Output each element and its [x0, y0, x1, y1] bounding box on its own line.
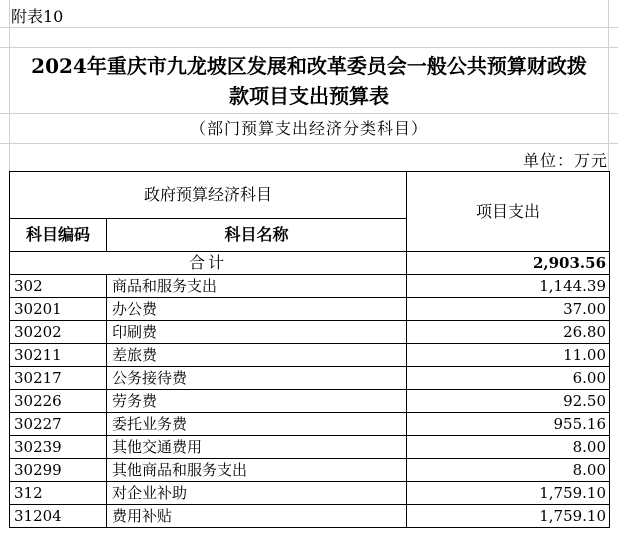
- table-row: [10, 344, 610, 367]
- page-title-line2: 款项目支出预算表: [229, 84, 389, 108]
- table-header-row: [10, 172, 610, 219]
- total-value: 2,903.56: [407, 252, 610, 275]
- subject-code: 30299: [10, 459, 107, 482]
- subject-name: 费用补贴: [107, 505, 407, 528]
- grid-line: [0, 27, 618, 28]
- subject-code: 30211: [10, 344, 107, 367]
- expense-value: 26.80: [407, 321, 610, 344]
- table-row: [10, 275, 610, 298]
- subject-name: 委托业务费: [107, 413, 407, 436]
- expense-value: 11.00: [407, 344, 610, 367]
- total-label: 合计: [10, 252, 407, 275]
- table-row: [10, 298, 610, 321]
- header-subject-name: 科目名称: [107, 219, 407, 252]
- grid-line: [0, 143, 618, 144]
- header-economic-subject: 政府预算经济科目: [10, 172, 407, 219]
- expense-value: 1,759.10: [407, 482, 610, 505]
- expense-value: 8.00: [407, 459, 610, 482]
- page-subtitle: （部门预算支出经济分类科目）: [189, 119, 428, 138]
- table-row: [10, 436, 610, 459]
- subject-name: 其他交通费用: [107, 436, 407, 459]
- grid-line: [0, 47, 618, 48]
- expense-value: 37.00: [407, 298, 610, 321]
- table-row: [10, 367, 610, 390]
- subject-code: 31204: [10, 505, 107, 528]
- subject-code: 302: [10, 275, 107, 298]
- total-row: [10, 252, 610, 275]
- header-project-expense: 项目支出: [407, 172, 610, 252]
- subject-name: 劳务费: [107, 390, 407, 413]
- subject-name: 其他商品和服务支出: [107, 459, 407, 482]
- subject-code: 312: [10, 482, 107, 505]
- subject-code: 30217: [10, 367, 107, 390]
- expense-value: 6.00: [407, 367, 610, 390]
- subject-name: 对企业补助: [107, 482, 407, 505]
- subject-code: 30202: [10, 321, 107, 344]
- subject-name: 商品和服务支出: [107, 275, 407, 298]
- subject-name: 办公费: [107, 298, 407, 321]
- unit-label: 单位：万元: [522, 151, 608, 170]
- subject-name: 公务接待费: [107, 367, 407, 390]
- table-row: [10, 505, 610, 528]
- expense-value: 1,144.39: [407, 275, 610, 298]
- table-row: [10, 390, 610, 413]
- grid-line: [0, 113, 618, 114]
- subject-name: 差旅费: [107, 344, 407, 367]
- table-row: [10, 459, 610, 482]
- appendix-label: 附表10: [11, 7, 64, 26]
- expense-value: 92.50: [407, 390, 610, 413]
- expense-value: 8.00: [407, 436, 610, 459]
- table-row: [10, 321, 610, 344]
- header-subject-code: 科目编码: [10, 219, 107, 252]
- subject-code: 30201: [10, 298, 107, 321]
- subject-code: 30227: [10, 413, 107, 436]
- table-row: [10, 482, 610, 505]
- expense-value: 1,759.10: [407, 505, 610, 528]
- subject-code: 30239: [10, 436, 107, 459]
- subject-name: 印刷费: [107, 321, 407, 344]
- table-row: [10, 413, 610, 436]
- page-title-line1: 2024年重庆市九龙坡区发展和改革委员会一般公共预算财政拨: [31, 54, 587, 78]
- subject-code: 30226: [10, 390, 107, 413]
- budget-table: [9, 171, 610, 528]
- expense-value: 955.16: [407, 413, 610, 436]
